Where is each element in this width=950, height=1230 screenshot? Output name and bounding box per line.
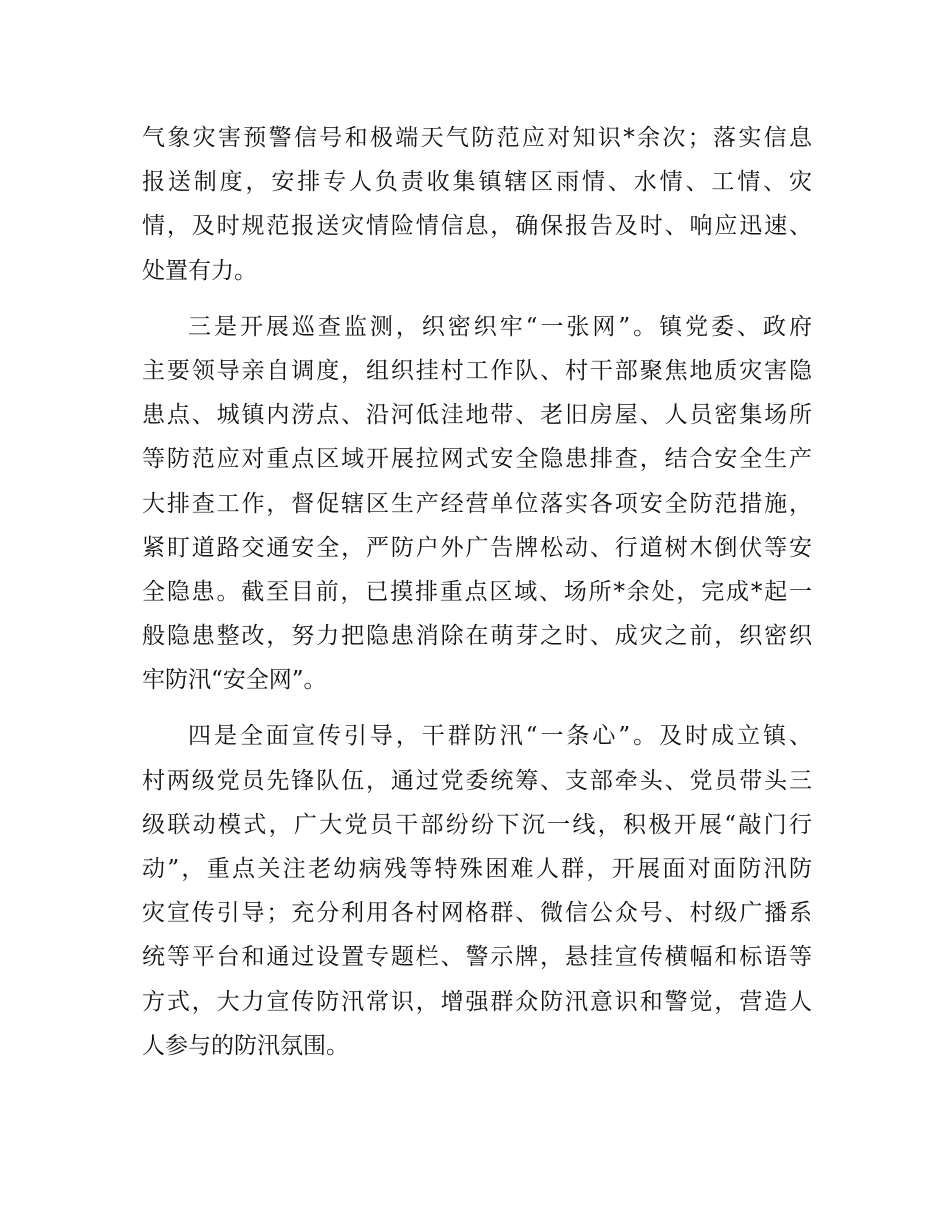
text-line: 等防范应对重点区域开展拉网式安全隐患排查，结合安全生产 [142,446,812,473]
text-line: 情，及时规范报送灾情险情信息，确保报告及时、响应迅速、 [142,213,812,240]
text-line: 报送制度，安排专人负责收集镇辖区雨情、水情、工情、灾 [142,169,812,196]
text-line: 紧盯道路交通安全，严防户外广告牌松动、行道树木倒伏等安 [142,534,812,561]
text-line: 统等平台和通过设置专题栏、警示牌，悬挂宣传横幅和标语等 [142,944,812,971]
text-line: 动”，重点关注老幼病残等特殊困难人群，开展面对面防汛防 [142,856,812,882]
paragraph-gap [142,293,812,305]
text-line: 患点、城镇内涝点、沿河低洼地带、老旧房屋、人员密集场所 [142,402,812,429]
paragraph-1 [142,116,812,293]
text-line: 三是开展巡查监测，织密织牢“一张网”。镇党委、政府 [188,313,812,340]
text-line: 牢防汛“安全网”。 [142,667,327,694]
paragraph-2 [142,305,812,703]
text-line: 全隐患。截至目前，已摸排重点区域、场所*余处，完成*起一 [142,578,812,605]
document-body [142,116,812,1068]
text-line: 大排查工作，督促辖区生产经营单位落实各项安全防范措施， [142,490,812,517]
text-line: 处置有力。 [142,257,257,284]
text-line: 人参与的防汛氛围。 [142,1032,349,1059]
text-line: 般隐患整改，努力把隐患消除在萌芽之时、成灾之前，织密织 [142,623,812,650]
text-line: 级联动模式，广大党员干部纷纷下沉一线，积极开展“敲门行 [142,811,812,838]
text-line: 村两级党员先锋队伍，通过党委统筹、支部牵头、党员带头三 [142,767,812,794]
text-line: 气象灾害预警信号和极端天气防范应对知识*余次；落实信息 [142,125,812,151]
paragraph-3 [142,714,812,1068]
text-line: 方式，大力宣传防汛常识，增强群众防汛意识和警觉，营造人 [142,988,812,1015]
text-line: 灾宣传引导；充分利用各村网格群、微信公众号、村级广播系 [142,900,812,927]
paragraph-gap [142,702,812,714]
text-line: 主要领导亲自调度，组织挂村工作队、村干部聚焦地质灾害隐 [142,357,812,384]
text-line: 四是全面宣传引导，干群防汛“一条心”。及时成立镇、 [188,723,812,750]
